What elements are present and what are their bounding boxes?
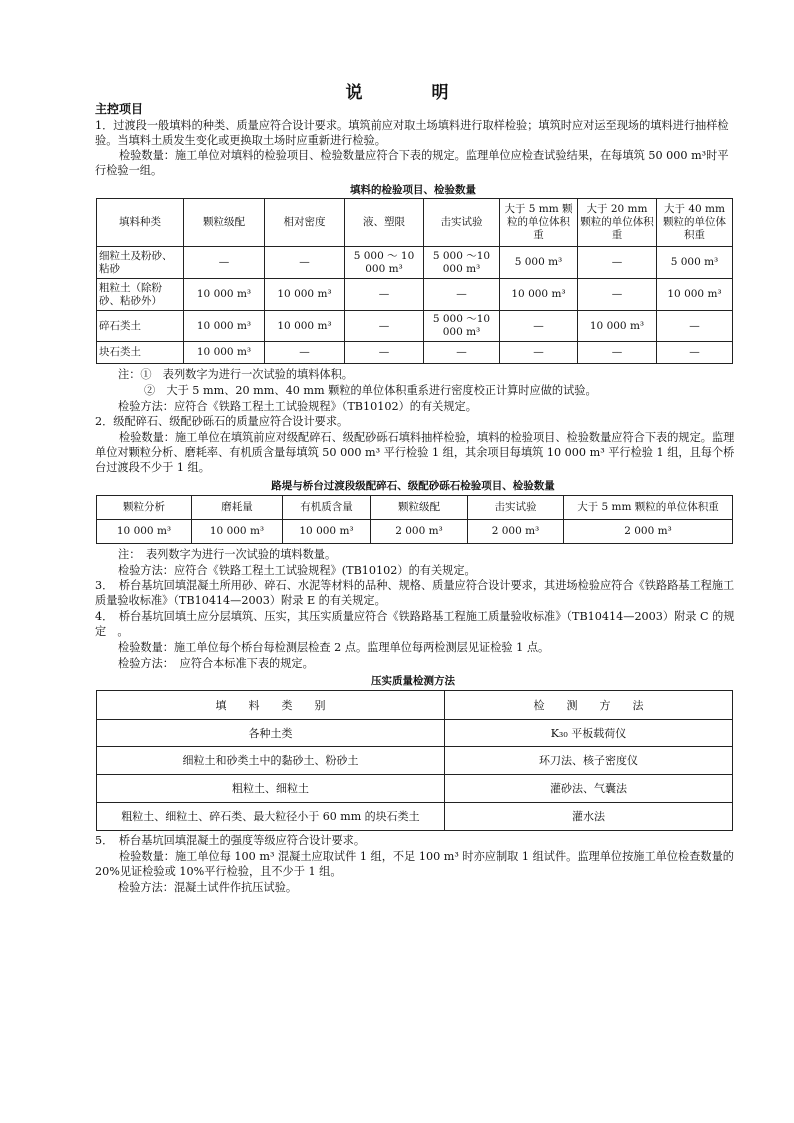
paragraph-2: 2．级配碎石、级配砂砾石的质量应符合设计要求。 — [95, 415, 349, 428]
table1-cell: 10 000 m³ — [184, 342, 265, 364]
table2-header-cell: 有机质含量 — [283, 496, 371, 520]
table-row — [97, 720, 733, 747]
table3-cell: 粗粒土、细粒土、碎石类、最大粒径小于 60 mm 的块石类土 — [97, 803, 445, 831]
paragraph-4-method: 检验方法： 应符合本标准下表的规定。 — [118, 657, 314, 670]
table2-header-cell: 大于 5 mm 颗粒的单位体积重 — [564, 496, 733, 520]
table1-header-cell: 大于 20 mm 颗粒的单位体积重 — [578, 199, 657, 247]
table1-cell: 块石类土 — [97, 342, 184, 364]
table1-cell: 10 000 m³ — [184, 279, 265, 311]
paragraph-3: 3． 桥台基坑回填混凝土所用砂、碎石、水泥等材料的品种、规格、质量应符合设计要求，其进场检验应符合《铁路路基工程施工质量验收标准》（TB10414—2003）附录 E 的有关规定。 — [95, 579, 735, 607]
paragraph-2-check: 检验数量：施工单位在填筑前应对级配碎石、级配砂砾石填料抽样检验，填料的检验项目、检验数量应符合下表的规定。监理单位对颗粒分析、磨耗率、有机质含量每填筑 50 000 m³ 平行检验 1 组，其余项目每填筑 10 000 m³ 平行检验 1 组，且每个桥台过渡段不少于 1 组。 — [95, 431, 735, 474]
table-row — [97, 775, 733, 803]
table1-header-cell: 击实试验 — [424, 199, 500, 247]
table-row — [97, 747, 733, 775]
table1-header-row — [97, 199, 733, 247]
table1-cell: 粗粒土（除粉砂、粘砂外） — [97, 279, 184, 311]
table1-header-cell: 大于 5 mm 颗粒的单位体积重 — [500, 199, 578, 247]
table1-cell: 10 000 m³ — [500, 279, 578, 311]
table2-header-cell: 击实试验 — [468, 496, 564, 520]
table1-note-2: ② 大于 5 mm、20 mm、40 mm 颗粒的单位体积重系进行密度校正计算时应做的试验。 — [144, 384, 597, 397]
section-heading: 主控项目 — [95, 102, 144, 116]
table2-cell: 10 000 m³ — [283, 520, 371, 544]
table3-cell: K₃₀ 平板载荷仪 — [445, 720, 733, 747]
paragraph-1: 1．过渡段一般填料的种类、质量应符合设计要求。填筑前应对取土场填料进行取样检验；填筑时应对运至现场的填料进行抽样检验。当填料土质发生变化或更换取土场时应重新进行检验。 — [95, 119, 729, 147]
table1-cell: 10 000 m³ — [184, 311, 265, 342]
table1-cell: 细粒土及粉砂、粘砂 — [97, 247, 184, 279]
table1-cell: 碎石类土 — [97, 311, 184, 342]
table2-header-cell: 颗粒分析 — [97, 496, 192, 520]
table3-header-cell: 检 测 方 法 — [445, 691, 733, 720]
table1-cell: — — [578, 342, 657, 364]
fill-inspection-table — [96, 198, 733, 364]
table2-cell: 2 000 m³ — [564, 520, 733, 544]
table2-header-cell: 颗粒级配 — [371, 496, 468, 520]
table2-cell: 10 000 m³ — [97, 520, 192, 544]
table1-cell: — — [657, 342, 733, 364]
table1-header-cell: 大于 40 mm 颗粒的单位体积重 — [657, 199, 733, 247]
paragraph-1-check: 检验数量：施工单位对填料的检验项目、检验数量应符合下表的规定。监理单位应检查试验结果，在每填筑 50 000 m³时平行检验一组。 — [95, 149, 729, 177]
table2-cell: 2 000 m³ — [468, 520, 564, 544]
paragraph-4: 4． 桥台基坑回填土应分层填筑、压实，其压实质量应符合《铁路路基工程施工质量验收标准》（TB10414—2003）附录 C 的规定 。 — [95, 610, 735, 638]
table1-method: 检验方法：应符合《铁路工程土工试验规程》（TB10102）的有关规定。 — [118, 400, 477, 413]
table-row — [97, 520, 733, 544]
table1-caption: 填料的检验项目、检验数量 — [350, 184, 476, 196]
table-row — [97, 311, 733, 342]
paragraph-5-method: 检验方法：混凝土试件作抗压试验。 — [118, 881, 298, 894]
table2-caption: 路堤与桥台过渡段级配碎石、级配砂砾石检验项目、检验数量 — [271, 480, 555, 492]
table1-cell: — — [345, 311, 424, 342]
table1-cell: 5 000 m³ — [657, 247, 733, 279]
table-row — [97, 342, 733, 364]
table3-cell: 各种土类 — [97, 720, 445, 747]
table-row — [97, 247, 733, 279]
table1-cell: — — [345, 342, 424, 364]
paragraph-4-check: 检验数量：施工单位每个桥台每检测层检查 2 点。监理单位每两检测层见证检验 1 点。 — [118, 641, 550, 654]
table3-caption: 压实质量检测方法 — [371, 675, 455, 687]
table3-cell: 灌砂法、气囊法 — [445, 775, 733, 803]
table1-cell: — — [657, 311, 733, 342]
table1-cell: — — [578, 247, 657, 279]
table3-cell: 细粒土和砂类土中的黏砂土、粉砂土 — [97, 747, 445, 775]
table1-header-cell: 相对密度 — [265, 199, 345, 247]
table2-header-cell: 磨耗量 — [192, 496, 283, 520]
table2-cell: 10 000 m³ — [192, 520, 283, 544]
table1-cell: 10 000 m³ — [578, 311, 657, 342]
table2-note: 注： 表列数字为进行一次试验的填料数量。 — [118, 548, 337, 561]
table1-cell: — — [345, 279, 424, 311]
table1-cell: — — [424, 279, 500, 311]
table3-header-cell: 填 料 类 别 — [97, 691, 445, 720]
table1-cell: — — [578, 279, 657, 311]
table1-cell: — — [500, 311, 578, 342]
compaction-method-table — [96, 690, 733, 831]
table1-cell: — — [184, 247, 265, 279]
table1-note-1: 注：① 表列数字为进行一次试验的填料体积。 — [118, 368, 353, 381]
table1-header-cell: 颗粒级配 — [184, 199, 265, 247]
table1-cell: 5 000 m³ — [500, 247, 578, 279]
table1-cell: — — [265, 247, 345, 279]
table1-cell: 5 000 ～10 000 m³ — [424, 247, 500, 279]
table2-header-row — [97, 496, 733, 520]
table1-cell: 10 000 m³ — [657, 279, 733, 311]
table1-cell: 5 000 ～10 000 m³ — [424, 311, 500, 342]
table1-header-cell: 液、塑限 — [345, 199, 424, 247]
table-row — [97, 279, 733, 311]
table2-cell: 2 000 m³ — [371, 520, 468, 544]
table3-cell: 环刀法、核子密度仪 — [445, 747, 733, 775]
table1-cell: — — [265, 342, 345, 364]
paragraph-5: 5． 桥台基坑回填混凝土的强度等级应符合设计要求。 — [95, 834, 366, 847]
table1-cell: 10 000 m³ — [265, 279, 345, 311]
table-row — [97, 803, 733, 831]
table3-cell: 粗粒土、细粒土 — [97, 775, 445, 803]
gravel-inspection-table — [96, 495, 733, 544]
table2-method: 检验方法：应符合《铁路工程土工试验规程》(TB10102）的有关规定。 — [118, 564, 476, 577]
table1-cell: 10 000 m³ — [265, 311, 345, 342]
table1-header-cell: 填料种类 — [97, 199, 184, 247]
paragraph-5-check: 检验数量：施工单位每 100 m³ 混凝土应取试件 1 组，不足 100 m³ 时亦应制取 1 组试件。监理单位按施工单位检查数量的 20%见证检验或 10%平行检验，且不少于 1 组。 — [95, 850, 734, 878]
table3-cell: 灌水法 — [445, 803, 733, 831]
table1-cell: 5 000 ～ 10 000 m³ — [345, 247, 424, 279]
table1-cell: — — [424, 342, 500, 364]
document-title: 说 明 — [345, 83, 475, 103]
table3-header-row — [97, 691, 733, 720]
table1-cell: — — [500, 342, 578, 364]
